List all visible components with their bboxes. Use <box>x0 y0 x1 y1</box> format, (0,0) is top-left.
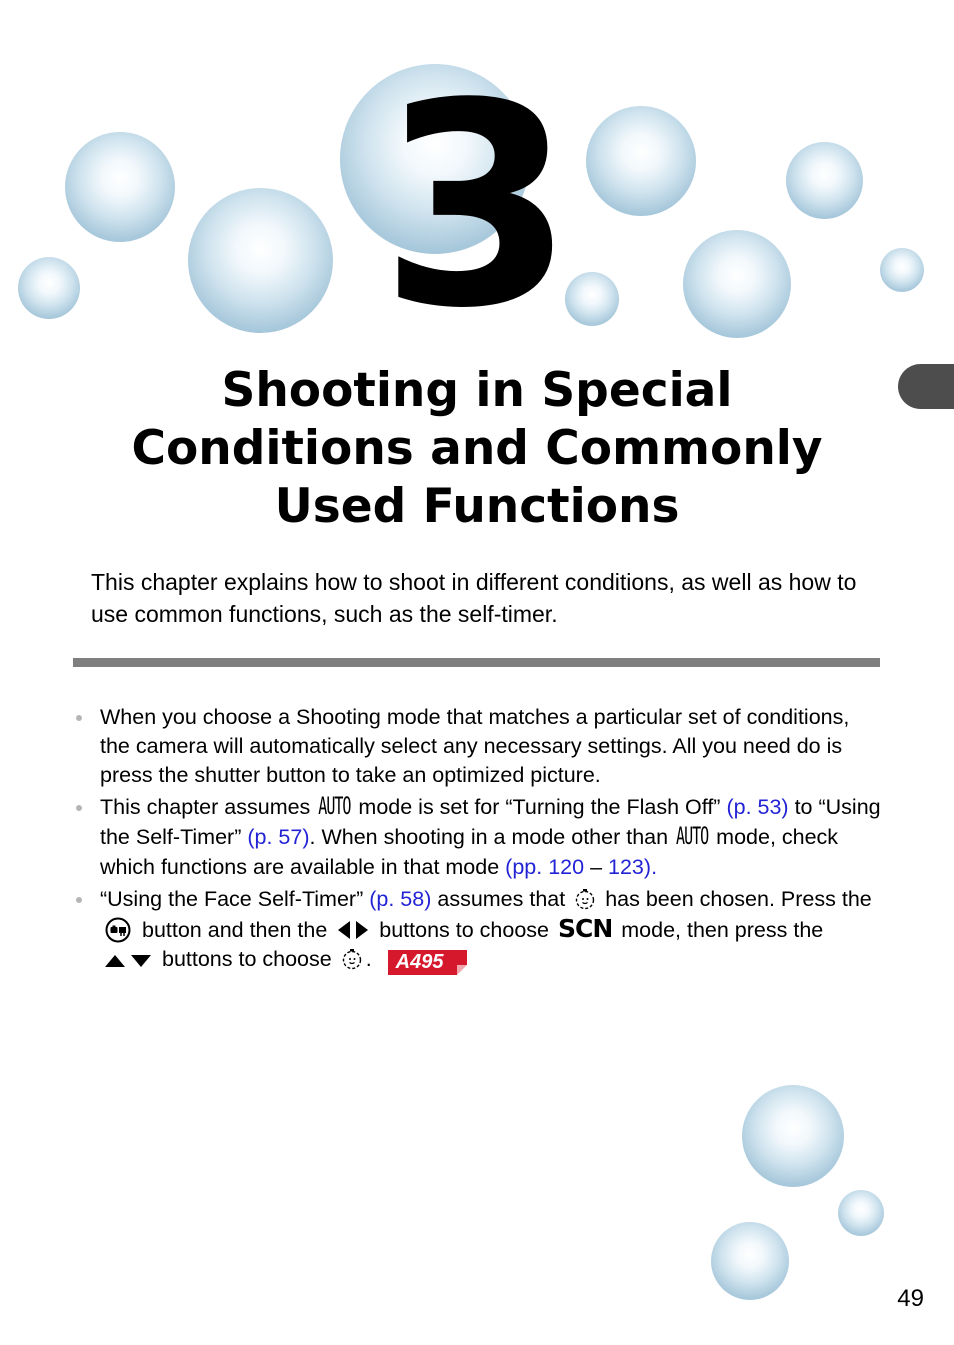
note-text: . <box>365 947 372 971</box>
note-text: mode is set for “Turning the Flash Off” <box>358 795 721 819</box>
page-reference-link[interactable]: 123) <box>608 855 652 879</box>
face-self-timer-icon <box>574 888 596 910</box>
auto-mode-icon: AUTO <box>318 791 351 821</box>
list-item <box>74 885 884 975</box>
note-text: has been chosen. Press the <box>605 887 872 911</box>
chapter-title-line: Used Functions <box>274 479 680 534</box>
bubble <box>838 1190 884 1236</box>
face-self-timer-icon <box>341 948 363 970</box>
note-text: “Using the Face Self-Timer” <box>100 887 364 911</box>
bullet-icon <box>76 805 82 811</box>
note-text: This chapter assumes <box>100 795 311 819</box>
note-text: mode, then press the <box>621 918 824 942</box>
chapter-number: 3 <box>379 44 575 370</box>
note-text: When you choose a Shooting mode that matches a particular set of conditions, the camera will automatically select any necessary settings. All you need do is press the shutter button to take an optimized picture. <box>100 705 850 787</box>
chapter-title-line: Shooting in Special <box>221 363 733 418</box>
section-divider <box>73 658 880 667</box>
note-text: to “Using the Self-Timer” <box>100 795 881 849</box>
left-right-arrows-icon <box>336 920 370 940</box>
chapter-intro: This chapter explains how to shoot in different conditions, as well as how to use common functions, such as the self-timer. <box>91 569 857 627</box>
note-text: buttons to choose <box>161 947 332 971</box>
auto-mode-icon: AUTO <box>676 821 709 851</box>
list-item <box>74 703 884 790</box>
note-text: button and then the <box>141 918 328 942</box>
model-badge: A495 <box>388 950 468 975</box>
note-text: assumes that <box>437 887 566 911</box>
scn-mode-icon: SCN <box>557 914 613 943</box>
bubble <box>711 1222 789 1300</box>
up-down-arrows-icon <box>103 953 153 969</box>
func-set-button-icon <box>104 917 132 943</box>
page-number: 49 <box>897 1285 924 1312</box>
bullet-icon <box>76 897 82 903</box>
note-text: mode, check which functions are available in that mode <box>100 825 839 879</box>
notes-list <box>74 703 884 978</box>
note-text: . <box>651 855 658 879</box>
page-reference-link[interactable]: (pp. 120 <box>505 855 585 879</box>
list-item <box>74 793 884 882</box>
chapter-title <box>40 362 914 536</box>
chapter-title-line: Conditions and Commonly <box>131 421 823 476</box>
bubble <box>742 1085 844 1187</box>
note-text: – <box>590 855 603 879</box>
bullet-icon <box>76 715 82 721</box>
note-text: buttons to choose <box>379 918 549 942</box>
page-reference-link[interactable]: (p. 57) <box>247 825 310 849</box>
note-text: . When shooting in a mode other than <box>309 825 669 849</box>
page-reference-link[interactable]: (p. 53) <box>726 795 789 819</box>
page-reference-link[interactable]: (p. 58) <box>369 887 432 911</box>
